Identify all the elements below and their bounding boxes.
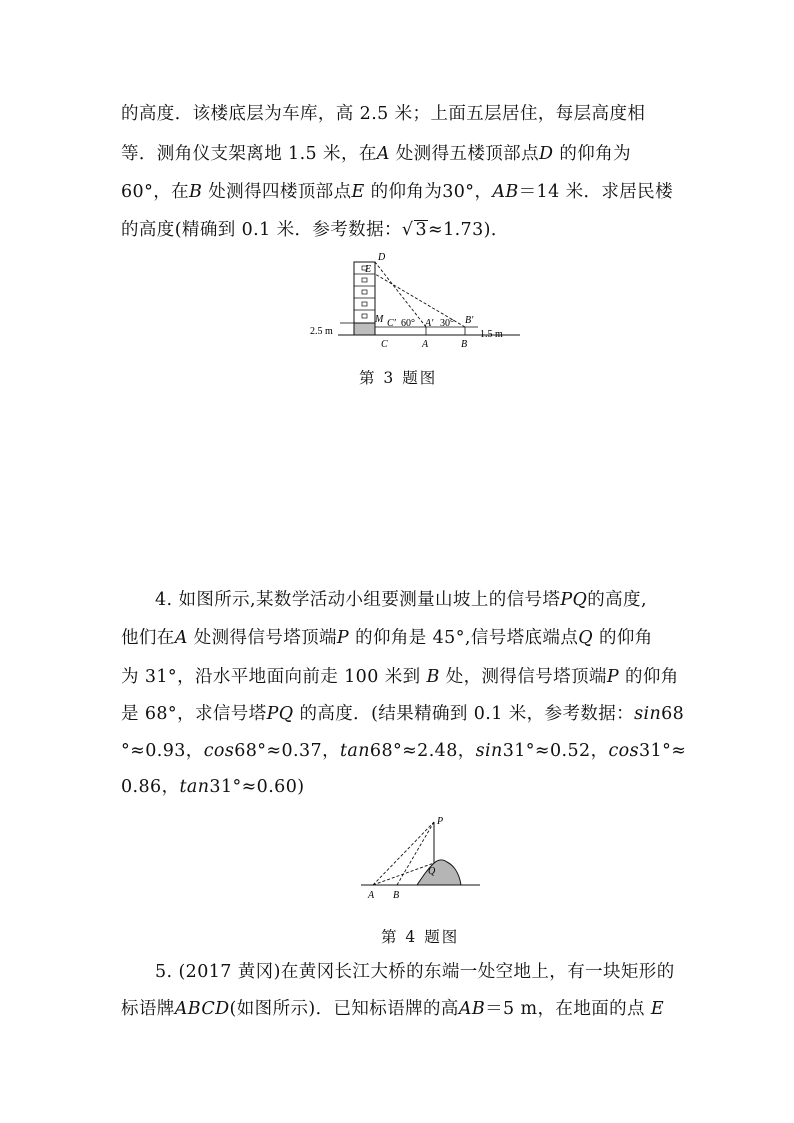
label-b: B: [393, 890, 400, 901]
figure-3-caption: 第 3 题图: [359, 369, 438, 387]
p4-func: sin: [475, 741, 503, 761]
p3-text: 的高度．该楼底层为车库，高 2.5 米；上面五层居住，每层高度相: [121, 104, 646, 124]
p3-line-1: [121, 102, 645, 126]
label-a-prime: A′: [425, 318, 434, 329]
p4-func: tan: [179, 777, 210, 797]
p3-text: 60°，在: [121, 182, 190, 202]
p4-line-2: [121, 626, 653, 650]
p3-var: B: [189, 182, 203, 202]
p4-text: 0.86，: [121, 777, 180, 797]
p4-line-3: [121, 665, 679, 689]
label-d: D: [378, 252, 386, 263]
p4-text: 的仰角是 45°,信号塔底端点: [355, 628, 579, 648]
p3-line-2: [121, 142, 631, 166]
p4-var: P: [606, 667, 620, 687]
p4-text: 31°≈: [639, 741, 687, 761]
p4-text: 4. 如图所示,某数学活动小组要测量山坡上的信号塔: [155, 590, 561, 610]
p4-func: sin: [634, 704, 662, 724]
p3-var: A: [376, 144, 390, 164]
label-m: M: [375, 314, 384, 325]
p3-var: E: [351, 182, 365, 202]
label-p: P: [437, 816, 444, 827]
figure-4: [355, 812, 485, 902]
p4-var: A: [174, 628, 188, 648]
p3-text: 处测得五楼顶部点: [395, 144, 539, 164]
p5-text: 5. (2017 黄冈)在黄冈长江大桥的东端一处空地上，有一块矩形的: [155, 962, 675, 982]
label-b: B: [461, 339, 468, 350]
p4-func: cos: [203, 741, 235, 761]
p4-text: 处测得信号塔顶端: [193, 628, 337, 648]
label-1-5m: 1.5 m: [480, 329, 503, 340]
p4-func: cos: [608, 741, 639, 761]
p5-var: ABCD: [174, 999, 230, 1019]
p5-line-2: [121, 997, 664, 1021]
p4-text: 68°≈0.37，: [234, 741, 340, 761]
p5-var: AB: [458, 999, 486, 1019]
p4-func: tan: [339, 741, 370, 761]
p4-text: 是 68°，求信号塔: [121, 704, 267, 724]
p3-line-4: [121, 218, 509, 242]
figure-4-caption: 第 4 题图: [381, 928, 460, 946]
label-e: E: [365, 264, 372, 275]
label-angle-30: 30°: [440, 318, 454, 329]
p5-text: ＝5 m，在地面的点: [485, 999, 645, 1019]
garage-floor: [354, 323, 375, 335]
p4-var: Q: [578, 628, 593, 648]
label-a: A: [368, 890, 375, 901]
sqrt-symbol: √: [401, 220, 414, 240]
p4-text: °≈0.93，: [121, 741, 204, 761]
p4-var: PQ: [560, 590, 588, 610]
p5-text: (如图所示)．已知标语牌的高: [229, 999, 459, 1019]
p3-text: ≈1.73)．: [428, 220, 509, 240]
p4-text: 处，测得信号塔顶端: [445, 667, 607, 687]
label-q: Q: [428, 866, 436, 877]
figure-3: [310, 250, 530, 350]
p4-var: P: [336, 628, 350, 648]
label-angle-60: 60°: [401, 318, 415, 329]
p4-text: 的高度,: [587, 590, 647, 610]
p5-text: 标语牌: [121, 999, 175, 1019]
p3-var: AB: [492, 182, 519, 202]
p4-text: 他们在: [121, 628, 175, 648]
p4-line-4: [121, 702, 684, 726]
p4-var: B: [426, 667, 440, 687]
p3-var: D: [538, 144, 554, 164]
p4-text: 68: [661, 704, 685, 724]
label-c-prime: C′: [387, 318, 396, 329]
label-2-5m: 2.5 m: [310, 326, 333, 337]
p4-text: 31°≈0.60): [209, 777, 305, 797]
sqrt-radicand: 3: [415, 220, 427, 240]
p3-text: 等．测角仪支架离地 1.5 米，在: [121, 144, 377, 164]
p5-var: E: [650, 999, 665, 1019]
p3-text: 的仰角为: [559, 144, 631, 164]
p4-line-6: [121, 775, 304, 799]
p5-line-1: [155, 960, 675, 984]
hill: [417, 860, 461, 885]
p4-text: 68°≈2.48，: [369, 741, 476, 761]
label-c: C: [381, 339, 388, 350]
p3-text: 的高度(精确到 0.1 米．参考数据：: [121, 220, 402, 240]
p4-var: PQ: [266, 704, 294, 724]
p4-line-5: [121, 739, 686, 763]
p4-text: 的仰角: [598, 628, 653, 648]
p4-line-1: [155, 588, 647, 612]
p3-text: 处测得四楼顶部点: [208, 182, 352, 202]
p4-text: 的仰角: [624, 667, 679, 687]
p3-text: ＝14 米．求居民楼: [518, 182, 673, 202]
p4-text: 为 31°，沿水平地面向前走 100 米到: [121, 667, 421, 687]
label-b-prime: B′: [465, 315, 474, 326]
p4-text: 的高度．(结果精确到 0.1 米，参考数据：: [299, 704, 635, 724]
p3-text: 的仰角为30°，: [370, 182, 493, 202]
label-a: A: [422, 339, 429, 350]
p3-line-3: [121, 180, 673, 204]
p4-text: 31°≈0.52，: [502, 741, 609, 761]
